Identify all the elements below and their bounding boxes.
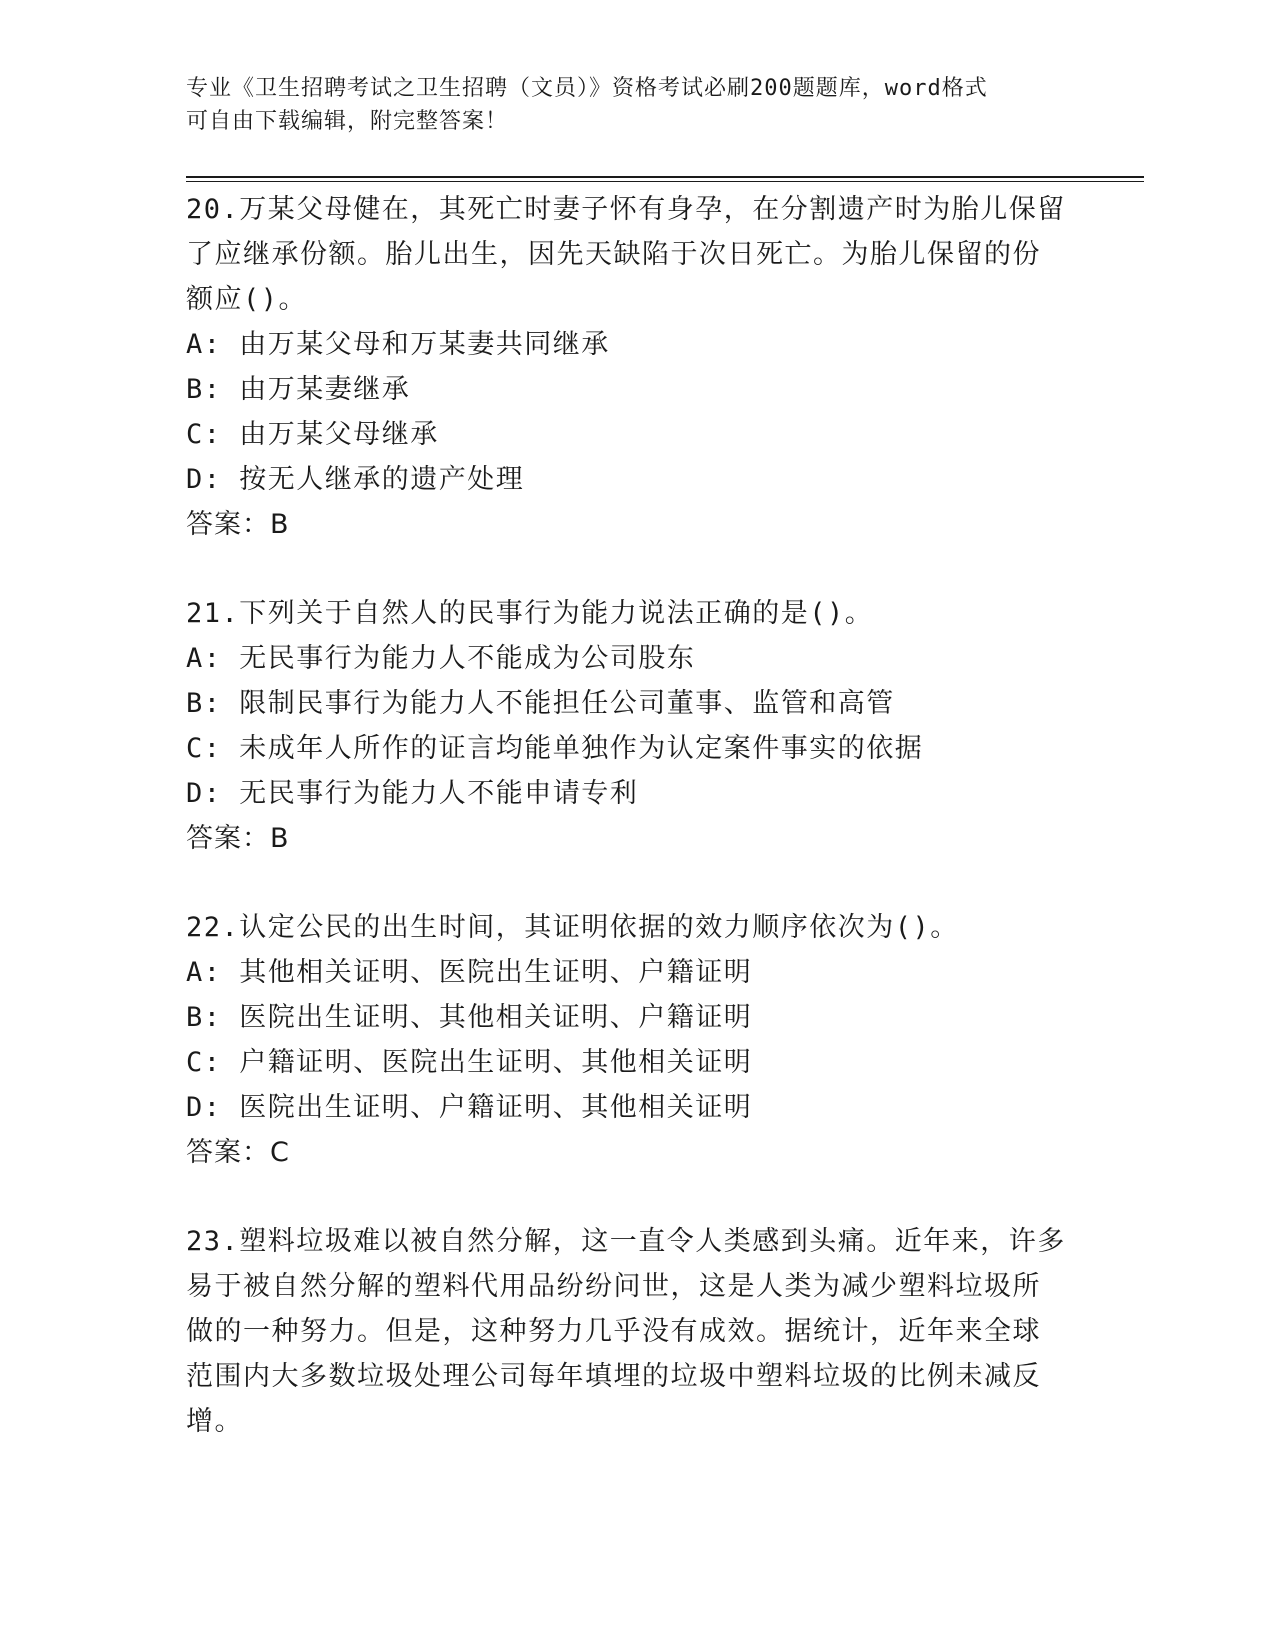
- header-title-line-1: 专业《卫生招聘考试之卫生招聘（文员）》资格考试必刷200题题库，word格式: [186, 76, 988, 101]
- question-22: [186, 905, 1066, 1175]
- option-b: B: 医院出生证明、其他相关证明、户籍证明: [186, 1002, 753, 1033]
- question-20: [186, 187, 1066, 547]
- option-b: B: 由万某妻继承: [186, 374, 411, 405]
- option-c: C: 未成年人所作的证言均能单独作为认定案件事实的依据: [186, 733, 924, 764]
- option-c: C: 户籍证明、医院出生证明、其他相关证明: [186, 1047, 753, 1078]
- option-a: A: 无民事行为能力人不能成为公司股东: [186, 643, 696, 674]
- header-divider: [186, 176, 1144, 182]
- answer-line: 答案：B: [186, 823, 290, 854]
- option-d: D: 无民事行为能力人不能申请专利: [186, 778, 639, 809]
- option-a: A: 由万某父母和万某妻共同继承: [186, 329, 610, 360]
- option-b: B: 限制民事行为能力人不能担任公司董事、监管和高管: [186, 688, 895, 719]
- question-stem: 22.认定公民的出生时间，其证明依据的效力顺序依次为()。: [186, 912, 959, 943]
- answer-line: 答案：C: [186, 1137, 290, 1168]
- option-d: D: 医院出生证明、户籍证明、其他相关证明: [186, 1092, 753, 1123]
- option-a: A: 其他相关证明、医院出生证明、户籍证明: [186, 957, 753, 988]
- question-stem: 23.塑料垃圾难以被自然分解，这一直令人类感到头痛。近年来，许多易于被自然分解的塑料代用品纷纷问世，这是人类为减少塑料垃圾所做的一种努力。但是，这种努力几乎没有成效。据统计，近年来全球范围内大多数垃圾处理公司每年填埋的垃圾中塑料垃圾的比例未减反增。: [186, 1226, 1066, 1437]
- option-d: D: 按无人继承的遗产处理: [186, 464, 525, 495]
- option-c: C: 由万某父母继承: [186, 419, 439, 450]
- question-list: [186, 187, 1066, 1488]
- question-21: [186, 591, 1066, 861]
- question-stem: 20.万某父母健在，其死亡时妻子怀有身孕，在分割遗产时为胎儿保留了应继承份额。胎儿出生，因先天缺陷于次日死亡。为胎儿保留的份额应()。: [186, 194, 1066, 315]
- question-23: [186, 1219, 1066, 1444]
- header-title-line-2: 可自由下载编辑，附完整答案！: [186, 109, 509, 134]
- document-header: [186, 72, 1066, 138]
- answer-line: 答案：B: [186, 509, 290, 540]
- question-stem: 21.下列关于自然人的民事行为能力说法正确的是()。: [186, 598, 874, 629]
